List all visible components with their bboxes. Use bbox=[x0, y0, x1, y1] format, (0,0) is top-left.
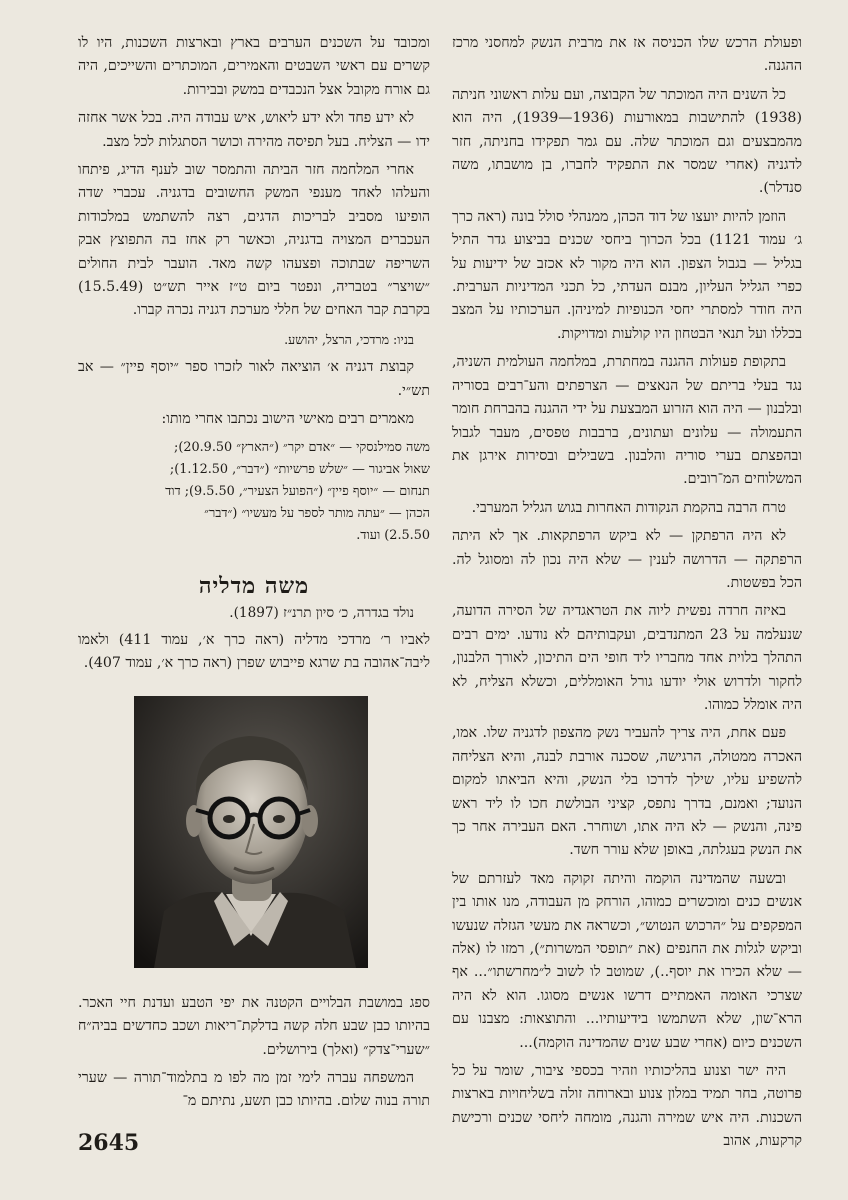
list-item: הכהן — ״עתה מותר לספר על מעשיו״ (״דבר״ bbox=[204, 505, 430, 521]
paragraph: הוזמן להיות יועצו של דוד הכהן, ממנהלי סולל בונה (ראה כרך ג׳ עמוד 1121) בכל הכרוך ביחסי שכנים בביצוע גדר התיל בגליל — בגבול הצפון. הוא היה מקור לא אכזב של ידיעות על כפרי הגליל העליון, מבנם העדתי, כל תכני המדיניות הערבית. היה חודר למסתרי יחסי הכנופיות למיניהן. הערכותיו על המצב בכללו ועל תנאי הבטחון היו קולעות ומדויקות. bbox=[452, 208, 803, 342]
book-note: קבוצת דגניה א׳ הוציאה לאור לזכרו ספר ״יוסף פיין״ — אב תש״י. bbox=[78, 359, 430, 399]
list-item: 2.5.50) ועוד. bbox=[356, 527, 430, 543]
paragraph: היה ישר וצנוע בהליכותיו וזהיר בכספי ציבור, שומר על כל פרוטה, בחר תמיד במלון צנוע ובארוחה זולה בשליחויות בארצות השכנות. היה איש שמירה והגנה, מומחה ליחסי שכנים ורכישת קרקעות, אהוב bbox=[452, 1063, 802, 1150]
articles-list bbox=[78, 437, 430, 547]
page-number: 2645 bbox=[78, 1130, 140, 1156]
birth-line: נולד בגדרה, כ׳ סיון תרנ״ז (1897). bbox=[229, 604, 414, 621]
right-column bbox=[452, 32, 802, 1159]
paragraph: באיזה חרדה נפשית ליוה את הטראגדיה של הסירה הדועה, שנעלמה על 23 המתנדבים, ועקבותיהם לא נודעו. ימים רבים התהלך בלוית אחד מחבריו ליד חופי הים התיכון, לאורך הלבנון, לחקור ולדרוש אולי יודעו גורל האומללים, וכשלא הצליח, לא היה אומלל כמוהו. bbox=[452, 603, 802, 713]
paragraph: פעם אחת, היה צריך להעביר נשק מהצפון לדגניה שלו. אמו, האכרה ממטולה, הרגישה, שסכנה אורבת לבנה, והיא הצליחה להשפיע עליו, שילך לדרכו בלי הנשק, והיא הביאתו למקום הנועד; ואמנם, בדרך נתפס, קציני הבולשת חכו לו ליד ראש פינה, והנשק — לא היה אתו, ושוחרר. האם העבירה אחר כך את הנשק בעגלתה, באופן שלא עורר חשד. bbox=[452, 725, 802, 859]
paragraph: לא ידע פחד ולא ידע ליאוש, איש עבודה היה. בכל אשר אחזה ידו — הצליח. בעל תפיסה מהירה וכושר הסתגלות לכל מצב. bbox=[78, 110, 430, 150]
portrait-photo bbox=[134, 696, 368, 968]
paragraph: ומכובד על השכנים הערבים בארץ ובארצות השכנות, היו לו קשרים עם ראשי השבטים והאמירים, המוכתרים והשייכים, היה גם אורח מקובל אצל הנכבדים במשק ובבירות. bbox=[78, 35, 430, 98]
paragraph: טרח הרבה בהקמת הנקודות האחרות בגוש הגליל המערבי. bbox=[471, 499, 786, 516]
paragraph: לא היה הרפתקן — לא ביקש הרפתקאות. אך לא היתה הרפתקה — הדרושה לענין — שלא היה נכון לה ומסוגל לה. הכל בפשטות. bbox=[452, 528, 802, 591]
articles-intro: מאמרים רבים מאישי הישוב נכתבו אחרי מותו: bbox=[161, 411, 414, 428]
list-item: תנחום — ״יוסף פיין״ (״הפועל הצעיר״, 9.5.50); דוד bbox=[165, 483, 430, 499]
parents-line: לאביו ר׳ מרדכי מדליה (ראה כרך א׳, עמוד 411) ולאמו ליבה־אהובה בת שרגא פייבוש שפרן (ראה כרך א׳, עמוד 407). bbox=[78, 631, 430, 672]
list-item: משה סמילנסקי — ״אדם יקר״ (״הארץ״ 20.9.50); bbox=[174, 439, 430, 455]
paragraph: ספג במושבת הבלויים הקטנה את יפי הטבע ועדנת חיי האכר. בהיותו כבן שבע חלה קשה בדלקת־ריאות ושכב כחדשים בביה״ח ״שערי־צדק״ (ואלך) בירושלים. bbox=[78, 994, 430, 1058]
paragraph: כל השנים היה המוכתר של הקבוצה, ועם עלות ראשוני חניתה (1938) להתישבות במאורעות (1936—1939), היה הוא מהמבצעים וגם המוכתר שלה. עם גמר תפקידו בחניתה, חזר לדגניה (אחרי שמסר את התפקיד לחברו, בן מושבתו, משה סנדלר). bbox=[452, 86, 802, 197]
paragraph: ובשעה שהמדינה הוקמה והיתה זקוקה מאד לעזרתם של אנשים כנים ומוכשרים כמוהו, הורחק מן העבודה, מנו אותו בין המפקפים על ״הרכוש הנטוש״, וכשראה את מעשי הגזלה שנעשו וביקש לגלות את החנפים (את ״תופסי המשרות״), רמזו לו (אלה — שלא הכירו את יוסף..), שמוטב לו לשוב ל״מחרשתו״... אף שצרכי האומה האמתיים דרשו אנשים מסוגו. הוא לא היה הרא־שון, שלא השתמשו בידיעותיו... והתוצאות: מצבנו עם השכנים כיום (אחרי שבע שנים שהמדינה הוקמה)... bbox=[452, 870, 802, 1051]
sons-line: בניו: מרדכי, הרצל, יהושע. bbox=[284, 331, 414, 347]
left-column bbox=[78, 32, 430, 1119]
paragraph: בתקופת פעולות ההגנה במחתרת, במלחמה העולמית השניה, נגד בעלי בריתם של הנאצים — הצרפתים והע־רבים בסוריה ובלבנון — היה הוא הזרוע המבצעת על ידי ההגנה בהברחת חומר התעמולה — עלונים ועתונים, ברבבות טפסים, מעבר לגבול ובהפצתם בערי סוריה והלבנון. בשבילים ובסירות אירגן את המשלוחים המ־רובים. bbox=[452, 354, 802, 488]
list-item: שאול אביגור — ״שלש פרשיות״ (״דבר״, 1.12.50); bbox=[169, 461, 430, 477]
paragraph: אחרי המלחמה חזר הביתה והתמסר שוב לענף הדיג, פיתחו והעלהו לאחד מענפי המשק החשובים בדגניה. עכברי שדה הופיעו מסביב לבריכות הדגים, רצה להשתמש במלכודות העכברים המצויה בדגניה, וכאשר רק אחז בה התפוצץ אבק השריפה שבתוכה ופצעהו קשה מאד. הועבר לבית החולים ״שויצר״ בטבריה, ונפטר ביום ט״ז אייר תש״ט (15.5.49) בקרבת קבר האחים של חללי מערכת דגניה נכרה קברו. bbox=[78, 162, 430, 319]
paragraph: המשפחה עברה לימי זמן מה לפו מ בתלמוד־תורה — שערי תורה בנוה שלום. בהיותו כבן תשע, נתיתם מ־ bbox=[78, 1069, 430, 1110]
paragraph: ופעולת הרכש שלו הכניסה אז את מרבית הנשק למחסני מרכז ההגנה. bbox=[452, 35, 802, 75]
article-title: משה מדליה bbox=[198, 572, 310, 599]
